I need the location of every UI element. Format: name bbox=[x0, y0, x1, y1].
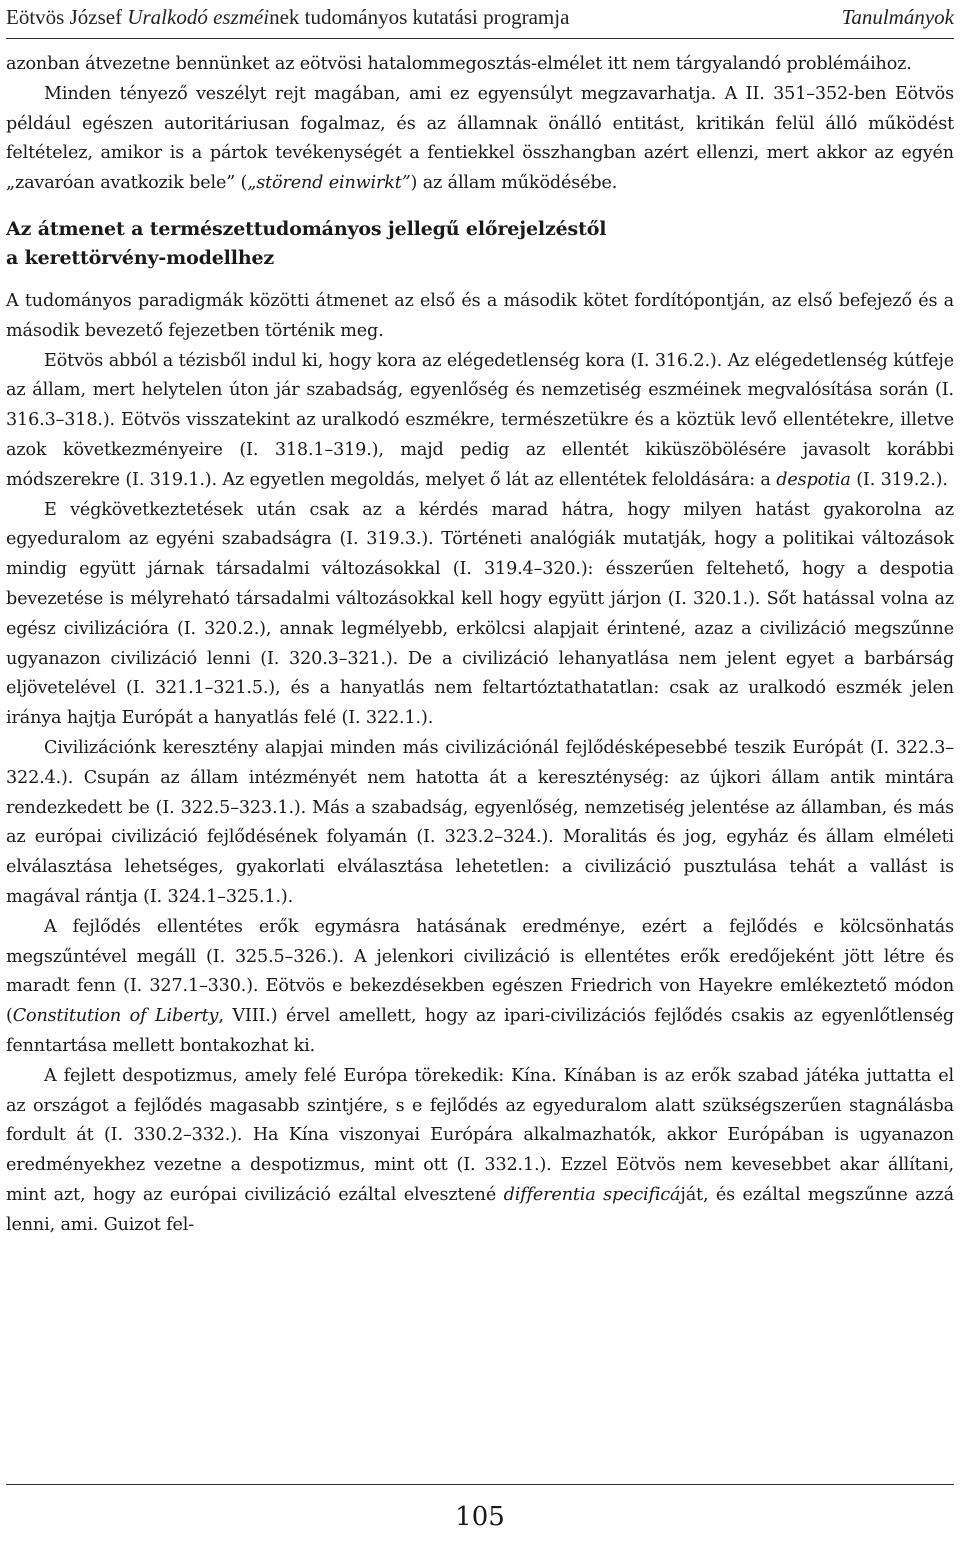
header-series-title bbox=[6, 5, 569, 30]
paragraph-text: , VIII.) érvel amellett, hogy az ipari-civilizációs fejlődés csakis az egyenlőtlenség fenntartása mellett bontakozhat ki. bbox=[6, 1006, 954, 1056]
paragraph: Civilizációnk keresztény alapjai minden más civilizációnál fejlődésképesebbé teszik Európát (I. 322.3–322.4.). Csupán az állam intézményét nem hatotta át a kereszténység: az újkori állam antik mintára rendezkedett be (I. 322.5–323.1.). Más a szabadság, egyenlőség, nemzetiség jelentése az államban, és más az európai civilizáció fejlődésének folyamán (I. 323.2–324.). Moralitás és jog, egyház és állam elméleti elválasztása lehetséges, gyakorlati elválasztása lehetetlen: a civilizáció pusztulása tehát a vallást is magával rántja (I. 324.1–325.1.). bbox=[6, 737, 954, 907]
paragraph-text: A fejlődés ellentétes erők egymásra hatásának eredménye, ezért a fejlődés e kölcsönhatás megszűntével megáll (I. 325.5–326.). A jelenkori civilizáció is ellentétes erők eredőjeként jött létre és maradt fenn (I. 327.1–330.). Eötvös e bekezdésekben egészen Friedrich von Hayekre emlékeztető módon ( bbox=[6, 916, 954, 1027]
paragraph-text: Eötvös abból a tézisből indul ki, hogy kora az elégedetlenség kora (I. 316.2.). Az elégedetlenség kútfeje az állam, mert helytelen úton jár szabadság, egyenlőség és nemzetiség eszméinek megvalósítása során (I. 316.3–318.). Eötvös visszatekint az uralkodó eszmékre, természetükre és a köztük levő ellentétekre, illetve azok következményeire (I. 318.1–319.), majd pedig az ellentét kiküszöbölésére javasolt korábbi módszerekre (I. 319.1.). Az egyetlen megoldás, melyet ő lát az ellentétek feloldására: a bbox=[6, 350, 954, 490]
header-title-prefix: Eötvös József bbox=[6, 4, 128, 29]
paragraph bbox=[6, 80, 954, 199]
paragraph bbox=[6, 913, 954, 1062]
paragraph-text: A fejlett despotizmus, amely felé Európa törekedik: Kína. Kínában is az erők szabad játéka juttatta el az országot a fejlődés magasabb szintjére, s e fejlődés az egyeduralom alatt szükségszerűen stagnálásba fordult át (I. 330.2–332.). Ha Kína viszonyai Európára alkalmazhatók, akkor Európában is ugyanazon eredményekhez vezetne a despotizmus, mint ott (I. 332.1.). Ezzel Eötvös nem kevesebbet akar állítani, mint azt, hogy az európai civilizáció ezáltal elvesztené bbox=[6, 1065, 954, 1205]
header-title-italic: Uralkodó eszméi bbox=[127, 4, 270, 29]
paragraph-text: Minden tényező veszélyt rejt magában, ami ez egyensúlyt megzavarhatja. A II. 351–352-ben Eötvös például egészen autoritáriusan fogalmaz, és az államnak önálló entitást, kritikán felül álló működést feltételez, amikor is a pártok tevékenységét a fentiekkel összhangban azért ellenzi, mert akkor az egyén „zavaróan avatkozik bele” ( bbox=[6, 83, 954, 194]
section-heading bbox=[6, 215, 954, 273]
running-header bbox=[6, 0, 954, 34]
header-section-label: Tanulmányok bbox=[841, 4, 954, 29]
paragraph-text: ) az állam működésébe. bbox=[410, 173, 618, 194]
paragraph bbox=[6, 347, 954, 496]
section-heading-line: Az átmenet a természettudományos jellegű előrejelzéstől bbox=[6, 217, 607, 240]
footer-rule bbox=[6, 1484, 954, 1485]
paragraph-italic: Constitution of Liberty bbox=[12, 1006, 219, 1027]
paragraph-italic: differentia specificá bbox=[503, 1184, 681, 1205]
paragraph bbox=[6, 1062, 954, 1241]
page-number: 105 bbox=[455, 1502, 505, 1532]
paragraph: A tudományos paradigmák közötti átmenet az első és a második kötet fordítópontján, az első befejező és a második bevezető fejezetben történik meg. bbox=[6, 290, 954, 341]
paragraph-italic: „störend einwirkt” bbox=[247, 173, 411, 194]
paragraph: azonban átvezetne bennünket az eötvösi hatalommegosztás-elmélet itt nem tárgyalandó problémáihoz. bbox=[6, 54, 912, 74]
paragraph-text: ját, és ezáltal megszűnne azzá lenni, ami. Guizot fel- bbox=[6, 1184, 954, 1235]
intro-text bbox=[6, 50, 954, 1240]
header-title-suffix: nek tudományos kutatási programja bbox=[269, 4, 570, 29]
paragraph-text: (I. 319.2.). bbox=[850, 469, 948, 490]
header-rule bbox=[6, 38, 954, 39]
paragraph-italic: despotia bbox=[776, 469, 851, 490]
paragraph: E végkövetkeztetések után csak az a kérdés marad hátra, hogy milyen hatást gyakorolna az egyeduralom az egyéni szabadságra (I. 319.3.). Történeti analógiák mutatják, hogy a politikai változások mindig együtt járnak társadalmi változásokkal (I. 319.4–320.): ésszerűen feltehető, hogy a despotia bevezetése is mélyreható társadalmi változásokkal kell hogy együtt járjon (I. 320.1.). Sőt hatással volna az egész civilizációra (I. 320.2.), annak legmélyebb, erkölcsi alapjait érintené, azaz a civilizáció megszűnne ugyanazon civilizáció lenni (I. 320.3–321.). De a civilizáció lehanyatlása nem jelent egyet a barbárság eljövetelével (I. 321.1–321.5.), és a hanyatlás nem feltartóztathatatlan: csak az uralkodó eszmék jelen iránya hajtja Európát a hanyatlás felé (I. 322.1.). bbox=[6, 499, 954, 729]
section-heading-line: a kerettörvény-modellhez bbox=[6, 246, 275, 269]
